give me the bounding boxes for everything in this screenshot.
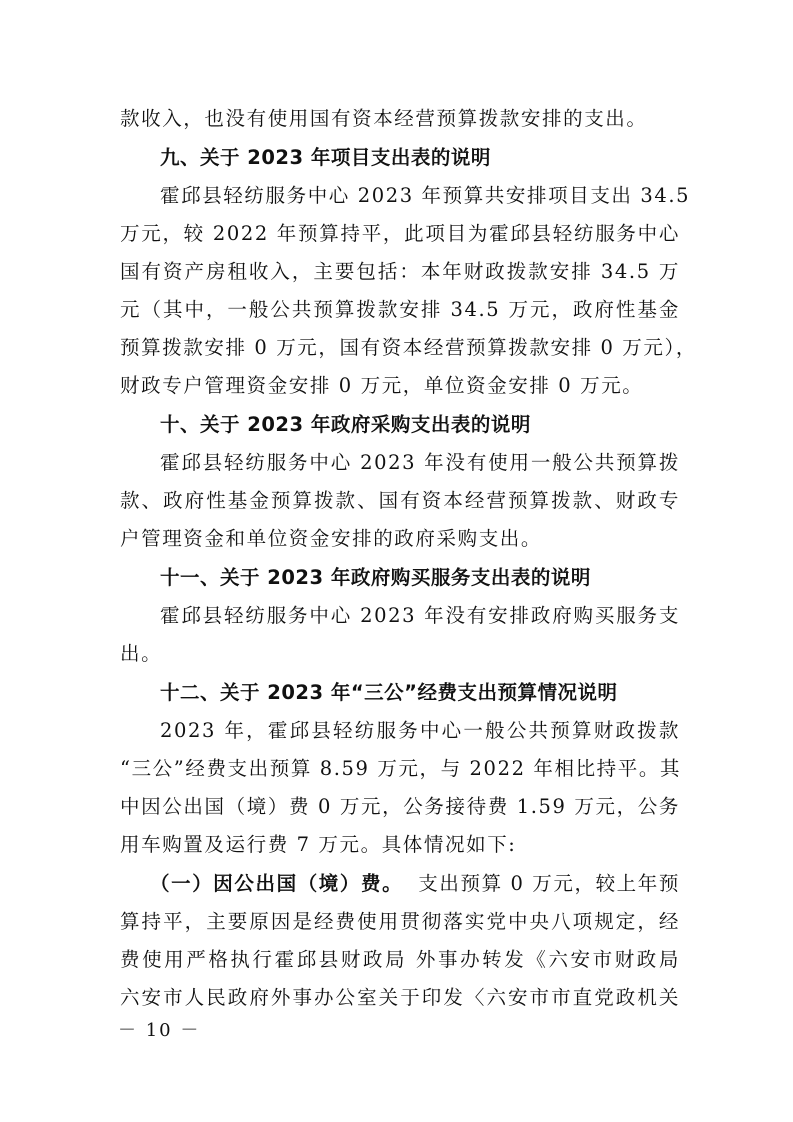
section-heading-11: 十一、关于 2023 年政府购买服务支出表的说明 — [160, 566, 591, 589]
body-text-line: 中因公出国（境）费 0 万元，公务接待费 1.59 万元，公务 — [120, 795, 680, 818]
body-text-line: 霍邱县轻纺服务中心 2023 年没有安排政府购买服务支 — [160, 604, 680, 627]
body-text-line: “三公”经费支出预算 8.59 万元，与 2022 年相比持平。其 — [120, 757, 682, 780]
body-text-line: 预算拨款安排 0 万元，国有资本经营预算拨款安排 0 万元）， — [120, 336, 697, 359]
subsection-heading-1: （一）因公出国（境）费。 — [150, 872, 404, 895]
section-heading-10: 十、关于 2023 年政府采购支出表的说明 — [160, 413, 531, 436]
body-text-line: 财政专户管理资金安排 0 万元，单位资金安排 0 万元。 — [120, 374, 644, 397]
body-text-line: 费使用严格执行霍邱县财政局 外事办转发《六安市财政局 — [120, 948, 680, 971]
page-number: － 10 － — [118, 1020, 201, 1041]
body-text-line: 出。 — [120, 642, 163, 665]
body-text-line: 霍邱县轻纺服务中心 2023 年预算共安排项目支出 34.5 — [160, 184, 691, 207]
body-text-line: 2023 年，霍邱县轻纺服务中心一般公共预算财政拨款 — [160, 719, 680, 742]
body-text-span: 支出预算 0 万元，较上年预 — [418, 872, 680, 895]
body-text-line: 国有资产房租收入，主要包括：本年财政拨款安排 34.5 万 — [120, 260, 680, 283]
section-heading-9: 九、关于 2023 年项目支出表的说明 — [160, 146, 491, 169]
body-text-line: 霍邱县轻纺服务中心 2023 年没有使用一般公共预算拨 — [160, 451, 680, 474]
body-text-line: 款、政府性基金预算拨款、国有资本经营预算拨款、财政专 — [120, 489, 680, 512]
body-text-line: 户管理资金和单位资金安排的政府采购支出。 — [120, 527, 543, 550]
body-text-line: 用车购置及运行费 7 万元。具体情况如下: — [120, 833, 517, 856]
body-text-line: 款收入，也没有使用国有资本经营预算拨款安排的支出。 — [120, 107, 648, 130]
section-heading-12: 十二、关于 2023 年“三公”经费支出预算情况说明 — [160, 681, 618, 704]
body-text-line: 元（其中，一般公共预算拨款安排 34.5 万元，政府性基金 — [120, 298, 680, 321]
body-text-line: 六安市人民政府外事办公室关于印发〈六安市市直党政机关 — [120, 986, 680, 1009]
subsection-paragraph — [150, 869, 680, 899]
body-text-line: 算持平，主要原因是经费使用贯彻落实党中央八项规定，经 — [120, 910, 680, 933]
body-text-line: 万元，较 2022 年预算持平，此项目为霍邱县轻纺服务中心 — [120, 222, 680, 245]
